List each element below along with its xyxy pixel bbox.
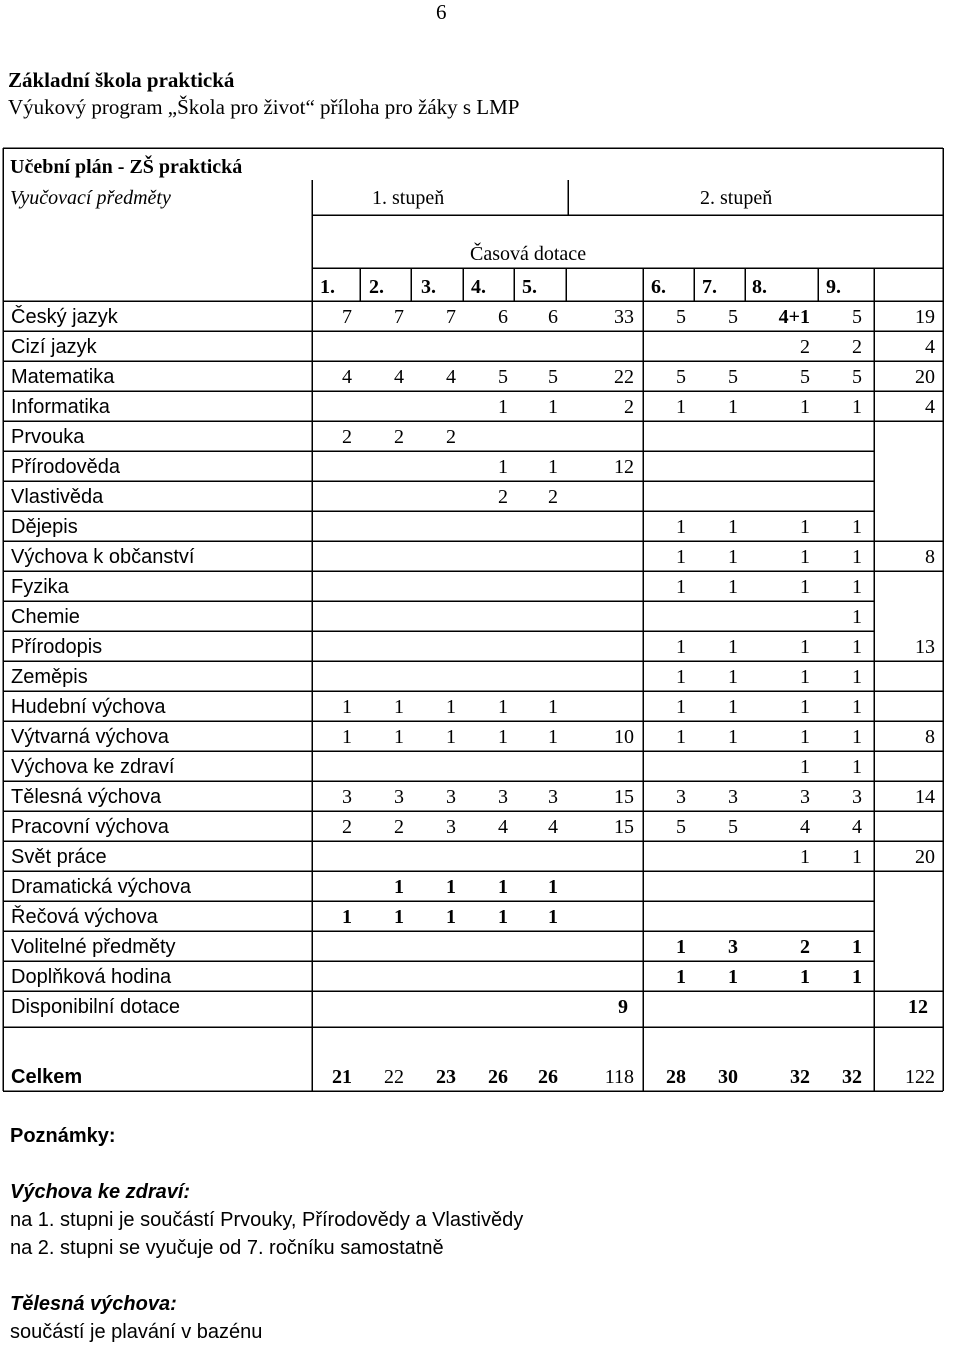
grade-hours: 7 — [394, 306, 404, 328]
subject-name: Výtvarná výchova — [11, 726, 169, 748]
grade-hours: 2 — [342, 816, 352, 838]
grade-hours: 5 — [676, 366, 686, 388]
subject-name: Přírodověda — [11, 456, 120, 478]
grade-hours: 6 — [548, 306, 558, 328]
grade-hours: 3 — [446, 786, 456, 808]
notes-title: Poznámky: — [10, 1125, 116, 1147]
grade-hours: 1 — [394, 696, 404, 718]
subject-name: Hudební výchova — [11, 696, 166, 718]
grade-hours: 5 — [548, 366, 558, 388]
health-notes-title: Výchova ke zdraví: — [10, 1181, 191, 1203]
subject-name: Výchova ke zdraví — [11, 756, 175, 778]
subject-name: Chemie — [11, 606, 80, 628]
grade-hours: 1 — [728, 966, 738, 988]
grade-hours: 1 — [852, 966, 862, 988]
grade-hours: 1 — [852, 936, 862, 958]
grade-hours: 7 — [446, 306, 456, 328]
grade-hours: 3 — [446, 816, 456, 838]
stage1-total: 12 — [614, 456, 634, 478]
grade-header: 1. — [320, 276, 335, 298]
grade-hours: 2 — [394, 816, 404, 838]
grade-header: 3. — [421, 276, 436, 298]
grade-hours: 4 — [394, 366, 404, 388]
grade-hours: 5 — [728, 306, 738, 328]
grade-hours: 4 — [548, 816, 558, 838]
grade-hours: 6 — [498, 306, 508, 328]
grade-hours: 2 — [394, 426, 404, 448]
grade-header: 2. — [369, 276, 384, 298]
grade-hours: 1 — [728, 396, 738, 418]
grade-hours: 1 — [498, 456, 508, 478]
grade-hours: 2 — [548, 486, 558, 508]
page-number: 6 — [436, 0, 447, 24]
grade-hours: 1 — [676, 396, 686, 418]
grade-hours: 1 — [800, 966, 810, 988]
grade-hours: 1 — [676, 516, 686, 538]
grade-hours: 1 — [676, 576, 686, 598]
stage2-total: 14 — [915, 786, 935, 808]
grade-hours: 2 — [852, 336, 862, 358]
grade-hours: 2 — [498, 486, 508, 508]
grade-hours: 1 — [852, 726, 862, 748]
grade-hours: 1 — [676, 666, 686, 688]
subject-name: Český jazyk — [11, 306, 118, 328]
grade-hours: 1 — [394, 876, 404, 898]
grade-hours: 3 — [800, 786, 810, 808]
subject-name: Dějepis — [11, 516, 78, 538]
grade-hours: 5 — [676, 306, 686, 328]
grade-hours: 1 — [548, 876, 558, 898]
grade-hours: 1 — [800, 756, 810, 778]
time-allocation-header: Časová dotace — [470, 243, 587, 265]
school-name: Základní škola praktická — [8, 68, 235, 92]
grade-hours: 4+1 — [778, 306, 810, 328]
total-grade: 26 — [488, 1066, 508, 1088]
grade-hours: 4 — [852, 816, 862, 838]
grade-header: 7. — [702, 276, 717, 298]
subject-name: Tělesná výchova — [11, 786, 162, 808]
grade-hours: 1 — [498, 906, 508, 928]
grade-hours: 1 — [852, 666, 862, 688]
grade-header: 6. — [651, 276, 666, 298]
stage1-header: 1. stupeň — [372, 187, 445, 209]
grade-hours: 3 — [548, 786, 558, 808]
total-grade: 28 — [666, 1066, 686, 1088]
subject-name: Pracovní výchova — [11, 816, 169, 838]
total-grade: 26 — [538, 1066, 558, 1088]
grade-hours: 1 — [498, 876, 508, 898]
grade-hours: 1 — [446, 696, 456, 718]
total-grade: 32 — [842, 1066, 862, 1088]
grade-hours: 2 — [342, 426, 352, 448]
grade-hours: 1 — [800, 576, 810, 598]
grade-hours: 1 — [676, 936, 686, 958]
grade-hours: 1 — [676, 636, 686, 658]
total-grade: 22 — [384, 1066, 404, 1088]
stage1-total: 22 — [614, 366, 634, 388]
stage1-total: 33 — [614, 306, 634, 328]
grade-hours: 3 — [394, 786, 404, 808]
grade-hours: 1 — [800, 546, 810, 568]
stage2-total: 8 — [925, 726, 935, 748]
program-name: Výukový program „Škola pro život“ příloha pro žáky s LMP — [8, 95, 520, 119]
grade-hours: 1 — [852, 546, 862, 568]
grade-hours: 1 — [446, 726, 456, 748]
subject-name: Informatika — [11, 396, 110, 418]
stage2-header: 2. stupeň — [700, 187, 773, 209]
subject-name: Výchova k občanství — [11, 546, 195, 568]
grade-hours: 5 — [728, 366, 738, 388]
grade-hours: 5 — [728, 816, 738, 838]
grade-hours: 1 — [800, 636, 810, 658]
grade-hours: 1 — [676, 546, 686, 568]
subject-name: Doplňková hodina — [11, 966, 172, 988]
grade-header: 9. — [826, 276, 841, 298]
grade-hours: 1 — [728, 576, 738, 598]
grade-hours: 1 — [498, 696, 508, 718]
grade-hours: 2 — [800, 336, 810, 358]
grade-hours: 5 — [676, 816, 686, 838]
stage1-total: 2 — [624, 396, 634, 418]
grade-hours: 7 — [342, 306, 352, 328]
grade-hours: 1 — [548, 396, 558, 418]
grade-hours: 1 — [800, 696, 810, 718]
grade-hours: 1 — [728, 516, 738, 538]
grade-hours: 1 — [728, 636, 738, 658]
grade-header: 5. — [522, 276, 537, 298]
grade-hours: 1 — [728, 726, 738, 748]
subject-name: Zeměpis — [11, 666, 88, 688]
total-grade: 21 — [332, 1066, 352, 1088]
grade-hours: 3 — [728, 786, 738, 808]
subject-name: Přírodopis — [11, 636, 103, 658]
stage2-total: 4 — [925, 396, 935, 418]
health-notes-line-2: na 2. stupni se vyučuje od 7. ročníku samostatně — [10, 1237, 444, 1259]
grade-hours: 1 — [800, 726, 810, 748]
disponibilni-stage1: 9 — [618, 996, 628, 1018]
health-notes-line-1: na 1. stupni je součástí Prvouky, Přírodovědy a Vlastivědy — [10, 1209, 524, 1231]
stage2-total: 8 — [925, 546, 935, 568]
stage1-total: 10 — [614, 726, 634, 748]
pe-notes-line-1: součástí je plavání v bazénu — [10, 1321, 263, 1343]
grade-hours: 5 — [852, 366, 862, 388]
grade-hours: 1 — [342, 726, 352, 748]
grade-hours: 1 — [852, 606, 862, 628]
subject-name: Fyzika — [11, 576, 69, 598]
grade-hours: 1 — [800, 846, 810, 868]
grade-hours: 5 — [498, 366, 508, 388]
grade-hours: 1 — [852, 636, 862, 658]
grade-hours: 4 — [446, 366, 456, 388]
stage1-total: 15 — [614, 816, 634, 838]
subject-name: Vlastivěda — [11, 486, 104, 508]
subject-name: Volitelné předměty — [11, 936, 176, 958]
stage2-total: 20 — [915, 846, 935, 868]
pe-notes-title: Tělesná výchova: — [10, 1293, 177, 1315]
grade-hours: 1 — [676, 966, 686, 988]
grade-hours: 2 — [800, 936, 810, 958]
grade-hours: 1 — [852, 396, 862, 418]
total-stage1: 118 — [604, 1066, 634, 1088]
grade-hours: 3 — [342, 786, 352, 808]
grade-hours: 5 — [800, 366, 810, 388]
stage2-total: 19 — [915, 306, 935, 328]
grade-hours: 1 — [676, 726, 686, 748]
grade-hours: 1 — [394, 906, 404, 928]
grade-hours: 1 — [498, 396, 508, 418]
subject-name: Svět práce — [11, 846, 107, 868]
stage2-total: 13 — [915, 636, 935, 658]
grade-hours: 1 — [548, 456, 558, 478]
grade-hours: 1 — [728, 666, 738, 688]
grade-hours: 4 — [800, 816, 810, 838]
grade-header: 8. — [752, 276, 767, 298]
grade-hours: 1 — [728, 696, 738, 718]
grade-hours: 1 — [852, 696, 862, 718]
grade-hours: 1 — [498, 726, 508, 748]
grade-hours: 3 — [728, 936, 738, 958]
grade-hours: 1 — [342, 906, 352, 928]
total-grade: 30 — [718, 1066, 738, 1088]
subject-name: Dramatická výchova — [11, 876, 192, 898]
total-grade: 32 — [790, 1066, 810, 1088]
subject-name: Prvouka — [11, 426, 85, 448]
grade-hours: 1 — [852, 846, 862, 868]
grade-hours: 1 — [446, 906, 456, 928]
grade-hours: 1 — [342, 696, 352, 718]
total-stage2: 122 — [905, 1066, 935, 1088]
grade-hours: 1 — [800, 516, 810, 538]
grade-hours: 1 — [800, 666, 810, 688]
grade-hours: 4 — [498, 816, 508, 838]
grade-hours: 1 — [394, 726, 404, 748]
disponibilni-stage2: 12 — [908, 996, 928, 1018]
stage2-total: 20 — [915, 366, 935, 388]
grade-hours: 1 — [852, 756, 862, 778]
grade-hours: 1 — [548, 906, 558, 928]
grade-hours: 1 — [548, 696, 558, 718]
disponibilni-label: Disponibilní dotace — [11, 996, 180, 1018]
grade-hours: 1 — [446, 876, 456, 898]
grade-hours: 1 — [676, 696, 686, 718]
grade-hours: 1 — [800, 396, 810, 418]
subject-name: Řečová výchova — [11, 906, 158, 928]
grade-hours: 5 — [852, 306, 862, 328]
grade-hours: 3 — [498, 786, 508, 808]
subject-name: Cizí jazyk — [11, 336, 97, 358]
grade-hours: 1 — [548, 726, 558, 748]
subject-name: Matematika — [11, 366, 115, 388]
total-label: Celkem — [11, 1066, 83, 1088]
stage2-total: 4 — [925, 336, 935, 358]
stage1-total: 15 — [614, 786, 634, 808]
grade-hours: 2 — [446, 426, 456, 448]
grade-hours: 4 — [342, 366, 352, 388]
curriculum-table — [0, 147, 960, 1097]
table-title: Učební plán - ZŠ praktická — [10, 156, 243, 178]
grade-hours: 1 — [728, 546, 738, 568]
total-grade: 23 — [436, 1066, 456, 1088]
subjects-header: Vyučovací předměty — [10, 187, 171, 209]
grade-hours: 3 — [852, 786, 862, 808]
grade-header: 4. — [471, 276, 486, 298]
grade-hours: 1 — [852, 516, 862, 538]
grade-hours: 3 — [676, 786, 686, 808]
grade-hours: 1 — [852, 576, 862, 598]
